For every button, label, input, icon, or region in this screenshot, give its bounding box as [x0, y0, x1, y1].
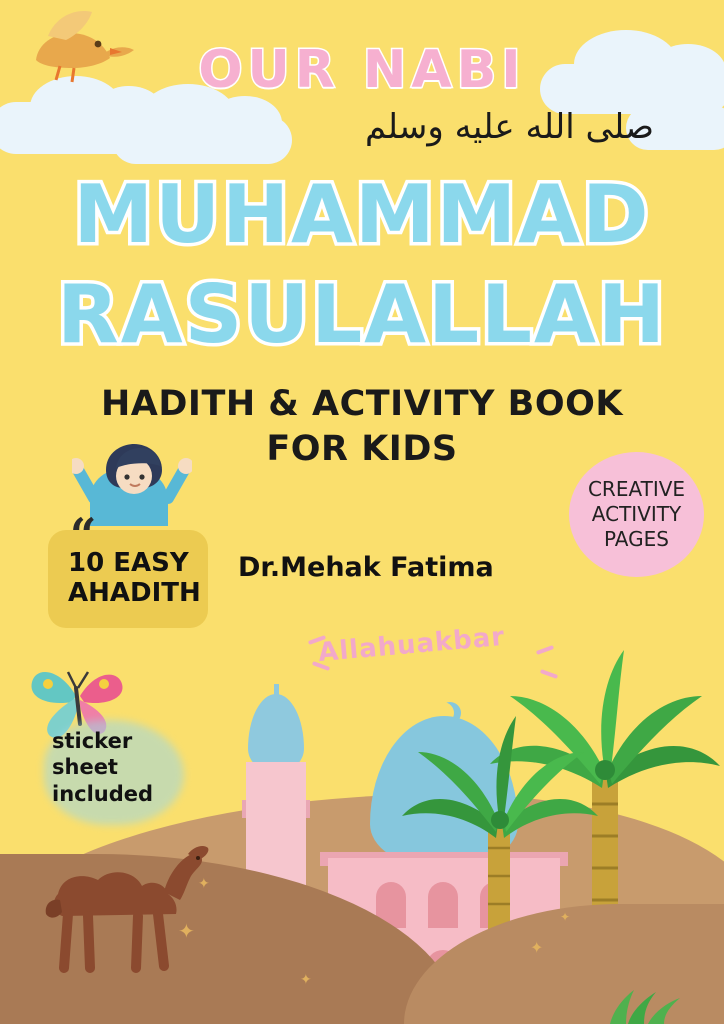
- badge-creative-activity-pages: [569, 452, 704, 577]
- badge-creative-line3: PAGES: [604, 527, 669, 551]
- sticker-note-line1: sticker: [52, 729, 133, 753]
- badge-ahadith-line2: AHADITH: [68, 578, 201, 608]
- camel-icon: [18, 836, 218, 976]
- badge-creative-line1: CREATIVE: [587, 477, 686, 501]
- badge-ahadith: [48, 530, 208, 628]
- badge-ahadith-line1: 10 EASY: [68, 548, 189, 579]
- author-name: Dr.Mehak Fatima: [238, 552, 494, 583]
- sticker-note-line2: sheet: [52, 755, 118, 780]
- page-title-top: OUR NABI: [198, 40, 526, 100]
- sparkle-icon: ✦: [198, 875, 210, 891]
- page-title-main-line2: RASULALLAH: [57, 268, 667, 361]
- sparkle-icon: ✦: [178, 921, 195, 943]
- sparkle-icon: ✦: [300, 971, 312, 987]
- arabic-salawat: صلى الله عليه وسلم: [365, 107, 654, 147]
- page-subtitle-line1: HADITH & ACTIVITY BOOK: [100, 384, 623, 424]
- grass-icon: [600, 984, 690, 1024]
- sticker-note: [52, 728, 182, 807]
- page-title-main-line1: MUHAMMAD: [73, 168, 651, 261]
- allahuakbar-label: Allahuakbar: [317, 621, 507, 669]
- page-subtitle-line2: FOR KIDS: [266, 428, 458, 469]
- sticker-note-line3: included: [52, 781, 154, 806]
- badge-creative-line2: ACTIVITY: [591, 502, 682, 526]
- sparkle-icon: ✦: [560, 910, 571, 924]
- sparkle-icon: ✦: [530, 940, 544, 957]
